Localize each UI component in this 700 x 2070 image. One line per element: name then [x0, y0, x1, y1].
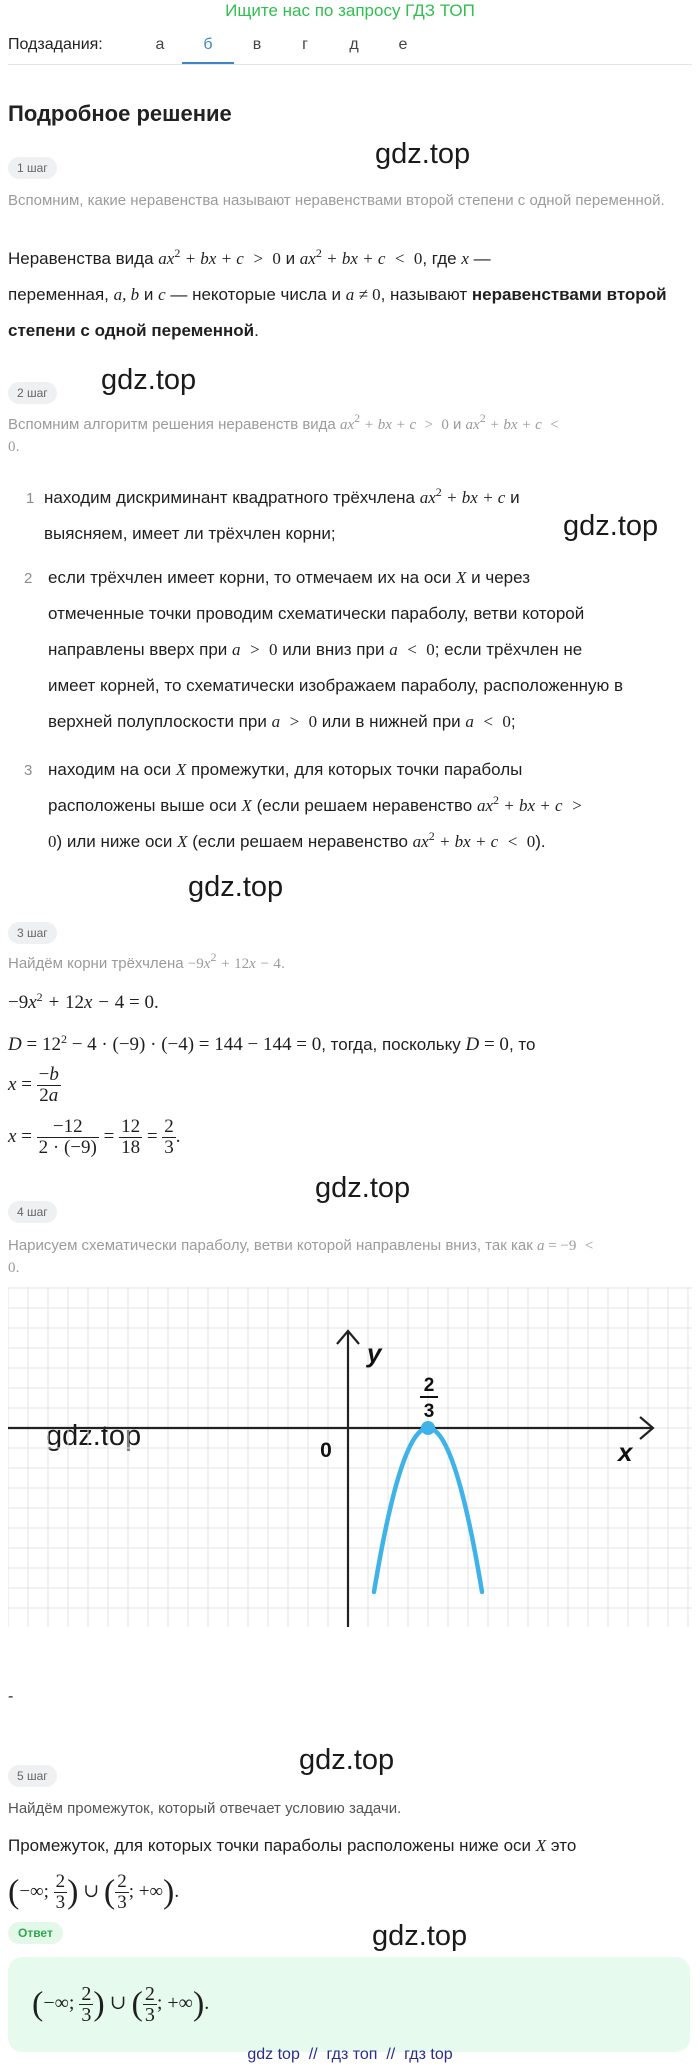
- list-item: находим на оси X промежутки, для которых точки параболы расположены выше оси X (если решаем неравенство $ax^2$ + bx + c > 0) или ниже оси X (если решаем неравенство $ax^2$ + bx + c < 0).: [48, 760, 583, 851]
- footer-link[interactable]: гдз топ: [326, 2046, 378, 2063]
- subtasks-bar: [8, 30, 692, 65]
- vertex-label-numerator: 2: [423, 1375, 435, 1396]
- answer-box: [8, 1957, 690, 2052]
- tab-e[interactable]: е: [398, 36, 408, 53]
- step-3-equation: $-9x^2 + 12x - 4 = 0$.: [8, 990, 159, 1013]
- subtasks-label: Подзадания:: [8, 36, 103, 53]
- answer-interval: (−∞; $\frac{2}{3}$ ) ∪ ( $\frac{2}{3}$ ; +∞).: [32, 1982, 210, 2026]
- x-axis-label: x: [618, 1437, 633, 1467]
- step-1-text: Неравенства вида $ax^2$ + bx + c > 0 и $ax^2$ + bx + c < 0, где x — переменная, a, b и c — некоторые числа и a ≠ 0, называют неравенствами второй степени с одной переменной.: [8, 246, 667, 340]
- step-4-hint: Нарисуем схематически параболу, ветви которой направлены вниз, так как a = −9 < 0.: [8, 1237, 594, 1276]
- step-3-root-value: x = $\frac{-12}{2 \cdot (-9)}$ = $\frac{12}{18}$ = $\frac{2}{3}$ .: [8, 1116, 181, 1159]
- step-3-discriminant: $D = 12^2 - 4 \cdot (-9) \cdot (-4) = 144 - 144 = 0$, тогда, поскольку D = 0, то: [8, 1032, 536, 1055]
- page-title: Подробное решение: [8, 101, 232, 126]
- footer-link[interactable]: гдз top: [404, 2046, 453, 2063]
- step-5-interval: (−∞; $\frac{2}{3}$ ) ∪ ( $\frac{2}{3}$ ; +∞).: [8, 1871, 180, 1914]
- step-1-badge: 1 шаг: [8, 157, 57, 179]
- step-5-text: Промежуток, для которых точки параболы расположены ниже оси X это: [8, 1836, 577, 1855]
- step-3-hint: Найдём корни трёхчлена $-9x^2 + 12x - 4$.: [8, 950, 286, 972]
- step-5-hint: Найдём промежуток, который отвечает условию задачи.: [8, 1800, 402, 1817]
- tab-v[interactable]: в: [252, 36, 262, 53]
- watermark: gdz.top: [46, 1420, 142, 1452]
- step-5-badge: 5 шаг: [8, 1765, 57, 1787]
- origin-label: 0: [320, 1439, 332, 1462]
- x-axis: [8, 1417, 653, 1439]
- watermark: gdz.top: [375, 138, 471, 170]
- parabola-graph: [8, 1287, 692, 1627]
- footer-link[interactable]: gdz top: [247, 2046, 300, 2063]
- watermark: gdz.top: [101, 364, 197, 396]
- list-item-number: 2: [24, 570, 33, 587]
- y-axis-label: y: [367, 1338, 382, 1368]
- top-banner: Ищите нас по запросу ГДЗ ТОП: [225, 1, 475, 20]
- footer-links: [0, 2046, 700, 2064]
- watermark: gdz.top: [372, 1920, 468, 1952]
- step-2-badge: 2 шаг: [8, 382, 57, 404]
- y-axis: [337, 1331, 359, 1627]
- stray-dash: -: [8, 1688, 14, 1705]
- tab-b[interactable]: б: [203, 36, 213, 53]
- vertex-label-denominator: 3: [423, 1401, 435, 1422]
- step-2-hint: Вспомним алгоритм решения неравенств вида $ax^2$ + bx + c > 0 и $ax^2$ + bx + c < 0.: [8, 411, 564, 455]
- tab-a[interactable]: а: [155, 36, 165, 53]
- answer-badge: Ответ: [8, 1922, 63, 1944]
- list-item-number: 1: [26, 490, 35, 507]
- list-item: если трёхчлен имеет корни, то отмечаем их на оси X и через отмеченные точки проводим схематически параболу, ветви которой направлены вверх при a > 0 или вниз при a < 0; если трёхчлен не имеет корней, то схематически изображаем параболу, расположенную в верхней полуплоскости при a > 0 или в нижней при a < 0;: [48, 568, 624, 731]
- list-item-number: 3: [24, 762, 33, 779]
- step-4-badge: 4 шаг: [8, 1201, 57, 1223]
- vertex-point: [421, 1421, 435, 1435]
- tab-g[interactable]: г: [302, 36, 308, 53]
- tab-d[interactable]: д: [349, 36, 359, 53]
- step-3-badge: 3 шаг: [8, 922, 57, 944]
- footer-separator: //: [308, 2046, 318, 2063]
- active-tab-indicator: [182, 62, 234, 64]
- footer-separator: //: [386, 2046, 396, 2063]
- watermark: gdz.top: [188, 871, 284, 903]
- graph-grid: [8, 1287, 692, 1627]
- watermark: gdz.top: [315, 1172, 411, 1204]
- watermark: gdz.top: [299, 1744, 395, 1776]
- list-item: находим дискриминант квадратного трёхчлена $ax^2$ + bx + c и выясняем, имеет ли трёхчлен корни;: [44, 485, 520, 543]
- watermark: gdz.top: [563, 510, 659, 542]
- step-3-root-formula: x = $\frac{-b}{2a}$: [8, 1064, 59, 1107]
- step-1-hint: Вспомним, какие неравенства называют неравенствами второй степени с одной переменной.: [8, 192, 665, 209]
